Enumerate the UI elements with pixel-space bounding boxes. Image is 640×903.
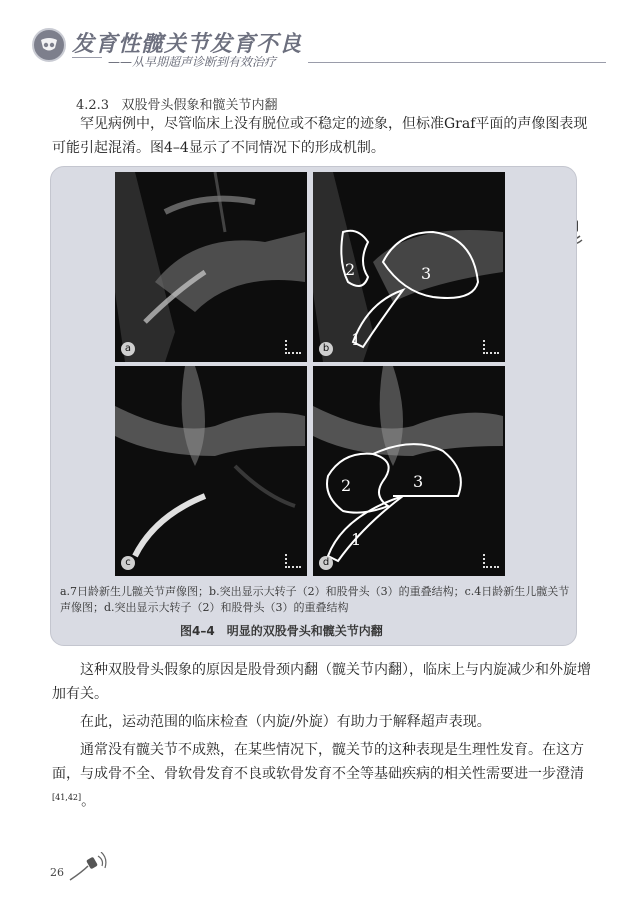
panel-label: d	[319, 556, 333, 570]
annotation-1: 1	[351, 530, 362, 549]
ultrasound-panel-a	[115, 172, 307, 362]
scale-marks-icon	[483, 554, 499, 568]
ultrasound-panel-b	[313, 172, 505, 362]
ultrasound-panel-c	[115, 366, 307, 576]
annotation-1: 1	[351, 330, 362, 349]
body-paragraph-2: 在此，运动范围的临床检查（内旋/外旋）有助力于解释超声表现。	[80, 714, 491, 730]
ultrasound-panel-d	[313, 366, 505, 576]
body-paragraph-3-text: 通常没有髋关节不成熟，在某些情况下，髋关节的这种表现是生理性发育。在这方面，与成骨不全、骨软骨发育不良或软骨发育不全等基础疾病的相关性需要进一步澄清	[52, 742, 584, 782]
section-number: 4.2.3	[76, 98, 110, 113]
header-divider-left	[72, 57, 102, 58]
scale-marks-icon	[285, 340, 301, 354]
annotation-2: 2	[345, 260, 356, 279]
citation-ref: [41,42]	[52, 793, 82, 802]
annotation-3: 3	[421, 264, 432, 283]
panel-label: a	[121, 342, 135, 356]
panel-label: b	[319, 342, 333, 356]
pelvis-logo-icon	[32, 28, 66, 62]
intro-paragraph: 罕见病例中，尽管临床上没有脱位或不稳定的迹象，但标准Graf平面的声像图表现可能引起混淆。图4–4显示了不同情况下的形成机制。	[52, 116, 588, 156]
page-header	[0, 0, 640, 80]
panel-label: c	[121, 556, 135, 570]
scale-marks-icon	[285, 554, 301, 568]
body-paragraph-3	[52, 738, 592, 814]
book-subtitle: ——从早期超声诊断到有效治疗	[108, 55, 277, 69]
figure-caption-title: 图4–4 明显的双股骨头和髋关节内翻	[180, 624, 383, 638]
body-paragraph-3-tail: 。	[81, 793, 96, 810]
section-title: 双股骨头假象和髋关节内翻	[121, 98, 278, 113]
body-paragraph-1: 这种双股骨头假象的原因是股骨颈内翻（髋关节内翻），临床上与内旋减少和外旋增加有关。	[52, 662, 591, 702]
annotation-2: 2	[341, 476, 352, 495]
book-title: 发育性髋关节发育不良	[72, 32, 303, 57]
page-number: 26	[50, 866, 64, 879]
section-heading	[76, 94, 278, 113]
probe-cable-icon	[68, 852, 108, 886]
annotation-3: 3	[413, 472, 424, 491]
figure-caption-detail: a.7日龄新生儿髋关节声像图；b.突出显示大转子（2）和股骨头（3）的重叠结构；c.4日龄新生儿髋关节声像图；d.突出显示大转子（2）和股骨头（3）的重叠结构	[60, 585, 570, 614]
scale-marks-icon	[483, 340, 499, 354]
header-divider	[308, 62, 606, 63]
